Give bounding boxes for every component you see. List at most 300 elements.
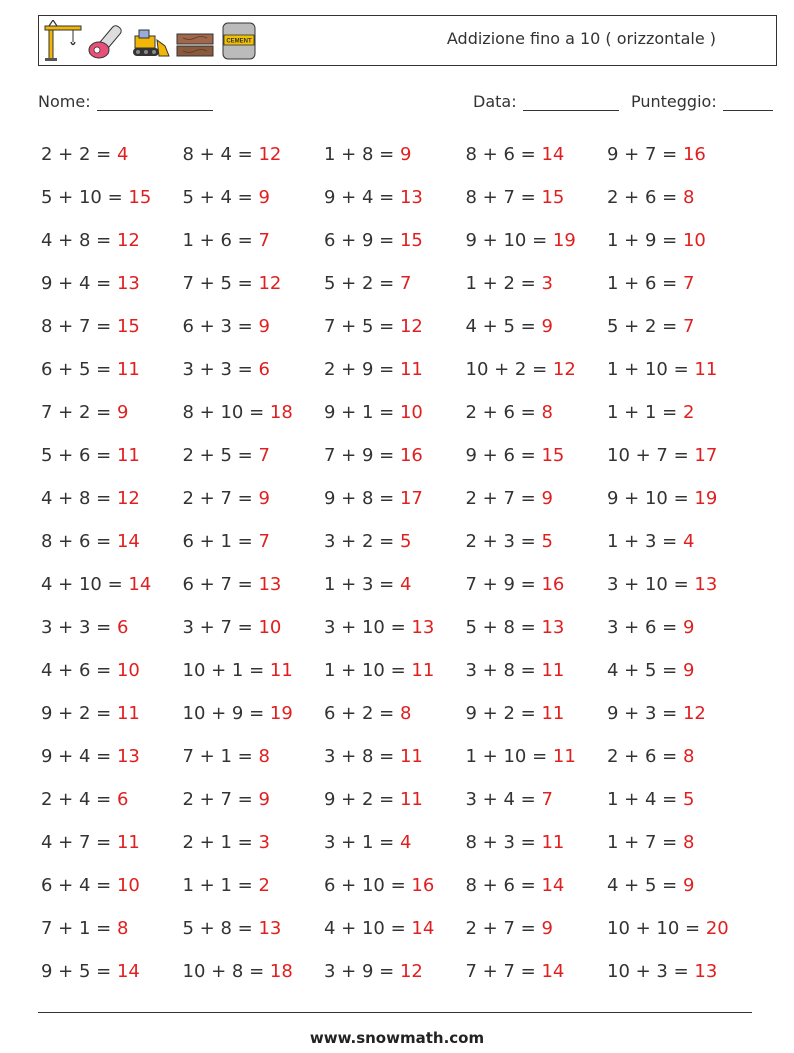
- problem-item: [324, 824, 466, 867]
- problem-question: 3 + 3 =: [182, 359, 259, 380]
- name-blank[interactable]: [97, 94, 213, 111]
- problem-answer: 2: [258, 875, 270, 896]
- problem-grid: [41, 136, 761, 996]
- problem-answer: 10: [399, 402, 423, 423]
- problem-item: [41, 480, 183, 523]
- problem-item: [324, 179, 466, 222]
- score-blank[interactable]: [723, 94, 773, 111]
- problem-item: [466, 609, 608, 652]
- problem-answer: 13: [258, 918, 282, 939]
- problem-answer: 15: [399, 230, 423, 251]
- problem-item: [183, 910, 325, 953]
- problem-answer: 6: [116, 789, 129, 810]
- problem-question: 7 + 5 =: [182, 273, 259, 294]
- problem-question: 6 + 7 =: [182, 574, 259, 595]
- problem-item: [466, 953, 608, 996]
- problem-question: 2 + 9 =: [324, 359, 400, 380]
- problem-item: [324, 265, 466, 308]
- problem-item: [324, 437, 466, 480]
- problem-question: 10 + 8 =: [182, 961, 270, 982]
- problem-question: 1 + 6 =: [607, 273, 683, 294]
- problem-item: [607, 351, 749, 394]
- problem-item: [183, 609, 325, 652]
- problem-question: 3 + 7 =: [182, 617, 259, 638]
- problem-item: [607, 953, 749, 996]
- problem-item: [466, 910, 608, 953]
- problem-item: [41, 867, 183, 910]
- name-label: Nome:: [38, 92, 91, 111]
- problem-answer: 11: [411, 660, 435, 681]
- problem-item: [324, 308, 466, 351]
- problem-question: 3 + 1 =: [324, 832, 400, 853]
- problem-item: [466, 867, 608, 910]
- problem-question: 5 + 4 =: [182, 187, 259, 208]
- problem-item: [607, 609, 749, 652]
- problem-item: [41, 566, 183, 609]
- problem-question: 8 + 7 =: [465, 187, 542, 208]
- problem-question: 6 + 4 =: [41, 875, 117, 896]
- problem-question: 9 + 5 =: [41, 961, 117, 982]
- problem-answer: 12: [116, 488, 140, 509]
- problem-question: 8 + 6 =: [465, 875, 542, 896]
- problem-answer: 10: [682, 230, 706, 251]
- problem-question: 1 + 9 =: [607, 230, 683, 251]
- problem-answer: 8: [682, 832, 695, 853]
- problem-question: 2 + 7 =: [182, 789, 259, 810]
- problem-answer: 7: [258, 531, 270, 552]
- problem-answer: 9: [541, 316, 553, 337]
- problem-item: [183, 265, 325, 308]
- problem-question: 10 + 3 =: [607, 961, 695, 982]
- problem-answer: 12: [258, 273, 282, 294]
- problem-answer: 16: [411, 875, 435, 896]
- problem-answer: 16: [682, 144, 706, 165]
- problem-item: [183, 179, 325, 222]
- problem-answer: 13: [399, 187, 423, 208]
- problem-question: 3 + 10 =: [324, 617, 412, 638]
- problem-answer: 15: [116, 316, 140, 337]
- problem-item: [41, 652, 183, 695]
- problem-answer: 7: [541, 789, 553, 810]
- problem-answer: 13: [694, 961, 718, 982]
- problem-answer: 9: [682, 660, 695, 681]
- problem-item: [41, 265, 183, 308]
- problem-item: [183, 824, 325, 867]
- problem-question: 9 + 4 =: [41, 273, 117, 294]
- problem-item: [466, 738, 608, 781]
- problem-item: [324, 394, 466, 437]
- problem-question: 5 + 8 =: [465, 617, 542, 638]
- problem-question: 9 + 2 =: [324, 789, 400, 810]
- problem-item: [324, 695, 466, 738]
- problem-item: [41, 609, 183, 652]
- problem-answer: 9: [258, 488, 270, 509]
- problem-item: [324, 609, 466, 652]
- wood-planks-icon: [175, 20, 215, 62]
- problem-question: 6 + 1 =: [182, 531, 259, 552]
- problem-answer: 7: [399, 273, 412, 294]
- problem-answer: 8: [399, 703, 412, 724]
- problem-answer: 10: [116, 875, 140, 896]
- problem-question: 7 + 9 =: [465, 574, 542, 595]
- problem-question: 9 + 8 =: [324, 488, 400, 509]
- problem-item: [41, 953, 183, 996]
- problem-item: [466, 351, 608, 394]
- crane-icon: [43, 20, 83, 62]
- problem-question: 1 + 10 =: [324, 660, 412, 681]
- problem-question: 9 + 1 =: [324, 402, 400, 423]
- problem-item: [324, 480, 466, 523]
- problem-question: 9 + 7 =: [607, 144, 683, 165]
- problem-answer: 9: [258, 187, 270, 208]
- problem-answer: 19: [552, 230, 576, 251]
- problem-question: 9 + 2 =: [41, 703, 117, 724]
- problem-question: 9 + 6 =: [465, 445, 542, 466]
- problem-item: [41, 136, 183, 179]
- problem-item: [607, 695, 749, 738]
- problem-item: [607, 566, 749, 609]
- problem-question: 1 + 7 =: [607, 832, 683, 853]
- problem-item: [183, 437, 325, 480]
- problem-item: [183, 953, 325, 996]
- problem-question: 5 + 6 =: [41, 445, 117, 466]
- problem-question: 8 + 3 =: [465, 832, 542, 853]
- problem-answer: 12: [399, 961, 423, 982]
- problem-question: 10 + 1 =: [182, 660, 270, 681]
- problem-question: 1 + 10 =: [607, 359, 695, 380]
- problem-answer: 19: [694, 488, 718, 509]
- problem-item: [183, 136, 325, 179]
- problem-answer: 7: [682, 273, 695, 294]
- problem-item: [466, 308, 608, 351]
- problem-item: [607, 308, 749, 351]
- problem-question: 3 + 6 =: [607, 617, 683, 638]
- footer-divider: [38, 1012, 752, 1013]
- problem-answer: 9: [258, 789, 270, 810]
- problem-question: 1 + 10 =: [465, 746, 553, 767]
- problem-question: 9 + 10 =: [465, 230, 553, 251]
- problem-question: 6 + 3 =: [182, 316, 259, 337]
- problem-item: [183, 695, 325, 738]
- problem-question: 7 + 1 =: [41, 918, 117, 939]
- problem-item: [324, 351, 466, 394]
- problem-question: 5 + 8 =: [182, 918, 259, 939]
- problem-answer: 6: [258, 359, 270, 380]
- problem-answer: 15: [128, 187, 152, 208]
- problem-answer: 13: [116, 746, 140, 767]
- problem-answer: 7: [258, 230, 270, 251]
- problem-question: 9 + 4 =: [324, 187, 400, 208]
- problem-item: [324, 523, 466, 566]
- problem-item: [41, 695, 183, 738]
- problem-answer: 20: [705, 918, 729, 939]
- problem-question: 9 + 2 =: [465, 703, 542, 724]
- problem-item: [466, 566, 608, 609]
- problem-answer: 13: [116, 273, 140, 294]
- header-icons: [43, 19, 259, 63]
- problem-item: [607, 652, 749, 695]
- problem-question: 1 + 8 =: [324, 144, 400, 165]
- problem-answer: 4: [399, 574, 412, 595]
- problem-question: 4 + 10 =: [41, 574, 129, 595]
- problem-question: 4 + 6 =: [41, 660, 117, 681]
- worksheet-header: [38, 15, 777, 66]
- problem-answer: 9: [541, 918, 553, 939]
- problem-question: 2 + 6 =: [465, 402, 542, 423]
- problem-item: [466, 824, 608, 867]
- problem-question: 3 + 4 =: [465, 789, 542, 810]
- name-field: [38, 92, 213, 111]
- problem-question: 10 + 10 =: [607, 918, 706, 939]
- problem-answer: 14: [411, 918, 435, 939]
- problem-answer: 11: [541, 660, 565, 681]
- problem-answer: 11: [399, 746, 423, 767]
- problem-item: [324, 222, 466, 265]
- problem-answer: 11: [116, 832, 140, 853]
- problem-question: 7 + 7 =: [465, 961, 542, 982]
- problem-question: 3 + 9 =: [324, 961, 400, 982]
- problem-item: [466, 394, 608, 437]
- problem-answer: 9: [258, 316, 270, 337]
- problem-question: 4 + 7 =: [41, 832, 117, 853]
- problem-item: [183, 566, 325, 609]
- problem-answer: 5: [399, 531, 412, 552]
- problem-answer: 8: [258, 746, 270, 767]
- problem-item: [607, 394, 749, 437]
- problem-answer: 9: [399, 144, 412, 165]
- problem-question: 1 + 3 =: [607, 531, 683, 552]
- problem-question: 8 + 6 =: [41, 531, 117, 552]
- problem-question: 9 + 10 =: [607, 488, 695, 509]
- problem-item: [607, 781, 749, 824]
- problem-item: [607, 265, 749, 308]
- problem-answer: 12: [258, 144, 282, 165]
- problem-answer: 3: [258, 832, 270, 853]
- problem-item: [607, 523, 749, 566]
- problem-item: [183, 523, 325, 566]
- problem-question: 2 + 6 =: [607, 187, 683, 208]
- problem-question: 6 + 9 =: [324, 230, 400, 251]
- problem-item: [41, 308, 183, 351]
- problem-question: 2 + 7 =: [465, 918, 542, 939]
- problem-question: 9 + 3 =: [607, 703, 683, 724]
- problem-item: [324, 136, 466, 179]
- problem-question: 8 + 10 =: [182, 402, 270, 423]
- problem-answer: 12: [552, 359, 576, 380]
- problem-item: [324, 953, 466, 996]
- problem-item: [324, 652, 466, 695]
- problem-item: [466, 523, 608, 566]
- cement-bag-icon: [219, 20, 259, 62]
- problem-item: [466, 265, 608, 308]
- problem-answer: 14: [116, 961, 140, 982]
- problem-item: [607, 437, 749, 480]
- score-field: [631, 92, 773, 111]
- problem-answer: 13: [411, 617, 435, 638]
- problem-answer: 11: [116, 359, 140, 380]
- problem-item: [41, 351, 183, 394]
- problem-item: [607, 910, 749, 953]
- problem-answer: 11: [694, 359, 718, 380]
- problem-answer: 9: [541, 488, 553, 509]
- problem-answer: 11: [552, 746, 576, 767]
- problem-question: 4 + 5 =: [465, 316, 542, 337]
- problem-answer: 12: [399, 316, 423, 337]
- problem-item: [324, 781, 466, 824]
- problem-item: [466, 652, 608, 695]
- problem-question: 3 + 2 =: [324, 531, 400, 552]
- problem-answer: 11: [116, 703, 140, 724]
- problem-question: 9 + 4 =: [41, 746, 117, 767]
- problem-question: 2 + 2 =: [41, 144, 117, 165]
- problem-answer: 2: [682, 402, 695, 423]
- problem-answer: 7: [682, 316, 695, 337]
- problem-answer: 9: [682, 617, 695, 638]
- problem-question: 2 + 6 =: [607, 746, 683, 767]
- problem-question: 3 + 8 =: [324, 746, 400, 767]
- problem-item: [466, 136, 608, 179]
- problem-question: 5 + 2 =: [324, 273, 400, 294]
- problem-answer: 13: [258, 574, 282, 595]
- problem-item: [466, 179, 608, 222]
- problem-question: 7 + 2 =: [41, 402, 117, 423]
- problem-answer: 12: [682, 703, 706, 724]
- problem-question: 4 + 5 =: [607, 660, 683, 681]
- problem-item: [183, 781, 325, 824]
- problem-answer: 15: [541, 445, 565, 466]
- problem-item: [183, 480, 325, 523]
- problem-answer: 14: [116, 531, 140, 552]
- problem-item: [183, 738, 325, 781]
- problem-answer: 14: [541, 961, 565, 982]
- problem-item: [324, 867, 466, 910]
- problem-question: 10 + 7 =: [607, 445, 695, 466]
- problem-item: [466, 695, 608, 738]
- problem-question: 3 + 8 =: [465, 660, 542, 681]
- problem-answer: 5: [682, 789, 695, 810]
- problem-answer: 9: [682, 875, 695, 896]
- problem-question: 8 + 7 =: [41, 316, 117, 337]
- problem-item: [41, 179, 183, 222]
- problem-question: 1 + 1 =: [182, 875, 259, 896]
- problem-answer: 14: [541, 144, 565, 165]
- problem-question: 5 + 2 =: [607, 316, 683, 337]
- problem-answer: 10: [258, 617, 282, 638]
- date-field: [473, 92, 619, 111]
- problem-item: [183, 351, 325, 394]
- problem-item: [607, 824, 749, 867]
- problem-question: 2 + 7 =: [465, 488, 542, 509]
- problem-answer: 4: [116, 144, 129, 165]
- problem-answer: 14: [128, 574, 152, 595]
- problem-item: [607, 136, 749, 179]
- problem-answer: 16: [541, 574, 565, 595]
- problem-item: [41, 437, 183, 480]
- problem-item: [41, 394, 183, 437]
- problem-question: 10 + 9 =: [182, 703, 270, 724]
- footer-url: www.snowmath.com: [309, 1029, 485, 1047]
- problem-question: 2 + 1 =: [182, 832, 259, 853]
- problem-answer: 10: [116, 660, 140, 681]
- problem-item: [41, 910, 183, 953]
- problem-answer: 8: [541, 402, 553, 423]
- problem-item: [466, 781, 608, 824]
- problem-question: 7 + 9 =: [324, 445, 400, 466]
- problem-question: 2 + 7 =: [182, 488, 259, 509]
- problem-question: 7 + 1 =: [182, 746, 259, 767]
- problem-question: 1 + 4 =: [607, 789, 683, 810]
- problem-question: 6 + 5 =: [41, 359, 117, 380]
- problem-answer: 18: [269, 402, 293, 423]
- problem-item: [324, 738, 466, 781]
- problem-answer: 17: [694, 445, 718, 466]
- problem-answer: 7: [258, 445, 270, 466]
- problem-question: 2 + 4 =: [41, 789, 117, 810]
- bulldozer-icon: [131, 20, 171, 62]
- problem-question: 6 + 2 =: [324, 703, 400, 724]
- problem-answer: 16: [399, 445, 423, 466]
- problem-answer: 14: [541, 875, 565, 896]
- problem-question: 7 + 5 =: [324, 316, 400, 337]
- chainsaw-icon: [87, 20, 127, 62]
- problem-item: [466, 222, 608, 265]
- problem-answer: 6: [116, 617, 129, 638]
- cement-label: CEMENT: [226, 38, 252, 45]
- problem-answer: 18: [269, 961, 293, 982]
- problem-question: 8 + 6 =: [465, 144, 542, 165]
- problem-question: 1 + 6 =: [182, 230, 259, 251]
- problem-question: 1 + 1 =: [607, 402, 683, 423]
- problem-item: [466, 480, 608, 523]
- problem-item: [41, 824, 183, 867]
- score-label: Punteggio:: [631, 92, 717, 111]
- problem-item: [183, 222, 325, 265]
- problem-question: 2 + 3 =: [465, 531, 542, 552]
- problem-item: [183, 308, 325, 351]
- problem-question: 5 + 10 =: [41, 187, 129, 208]
- problem-item: [324, 910, 466, 953]
- problem-answer: 11: [399, 359, 423, 380]
- problem-question: 2 + 5 =: [182, 445, 259, 466]
- problem-question: 4 + 8 =: [41, 230, 117, 251]
- problem-answer: 11: [269, 660, 293, 681]
- problem-answer: 3: [541, 273, 553, 294]
- problem-answer: 11: [541, 703, 565, 724]
- problem-question: 4 + 8 =: [41, 488, 117, 509]
- date-blank[interactable]: [523, 94, 619, 111]
- problem-item: [183, 394, 325, 437]
- problem-answer: 17: [399, 488, 423, 509]
- problem-question: 8 + 4 =: [182, 144, 259, 165]
- problem-answer: 11: [541, 832, 565, 853]
- problem-question: 6 + 10 =: [324, 875, 412, 896]
- problem-answer: 4: [399, 832, 412, 853]
- problem-answer: 8: [682, 187, 695, 208]
- problem-answer: 5: [541, 531, 553, 552]
- problem-item: [41, 523, 183, 566]
- problem-item: [183, 652, 325, 695]
- problem-item: [607, 738, 749, 781]
- problem-answer: 13: [694, 574, 718, 595]
- date-label: Data:: [473, 92, 517, 111]
- problem-question: 3 + 3 =: [41, 617, 117, 638]
- problem-question: 3 + 10 =: [607, 574, 695, 595]
- problem-answer: 15: [541, 187, 565, 208]
- problem-answer: 19: [269, 703, 293, 724]
- problem-question: 4 + 5 =: [607, 875, 683, 896]
- problem-item: [41, 222, 183, 265]
- page-title: Addizione fino a 10 ( orizzontale ): [446, 29, 716, 48]
